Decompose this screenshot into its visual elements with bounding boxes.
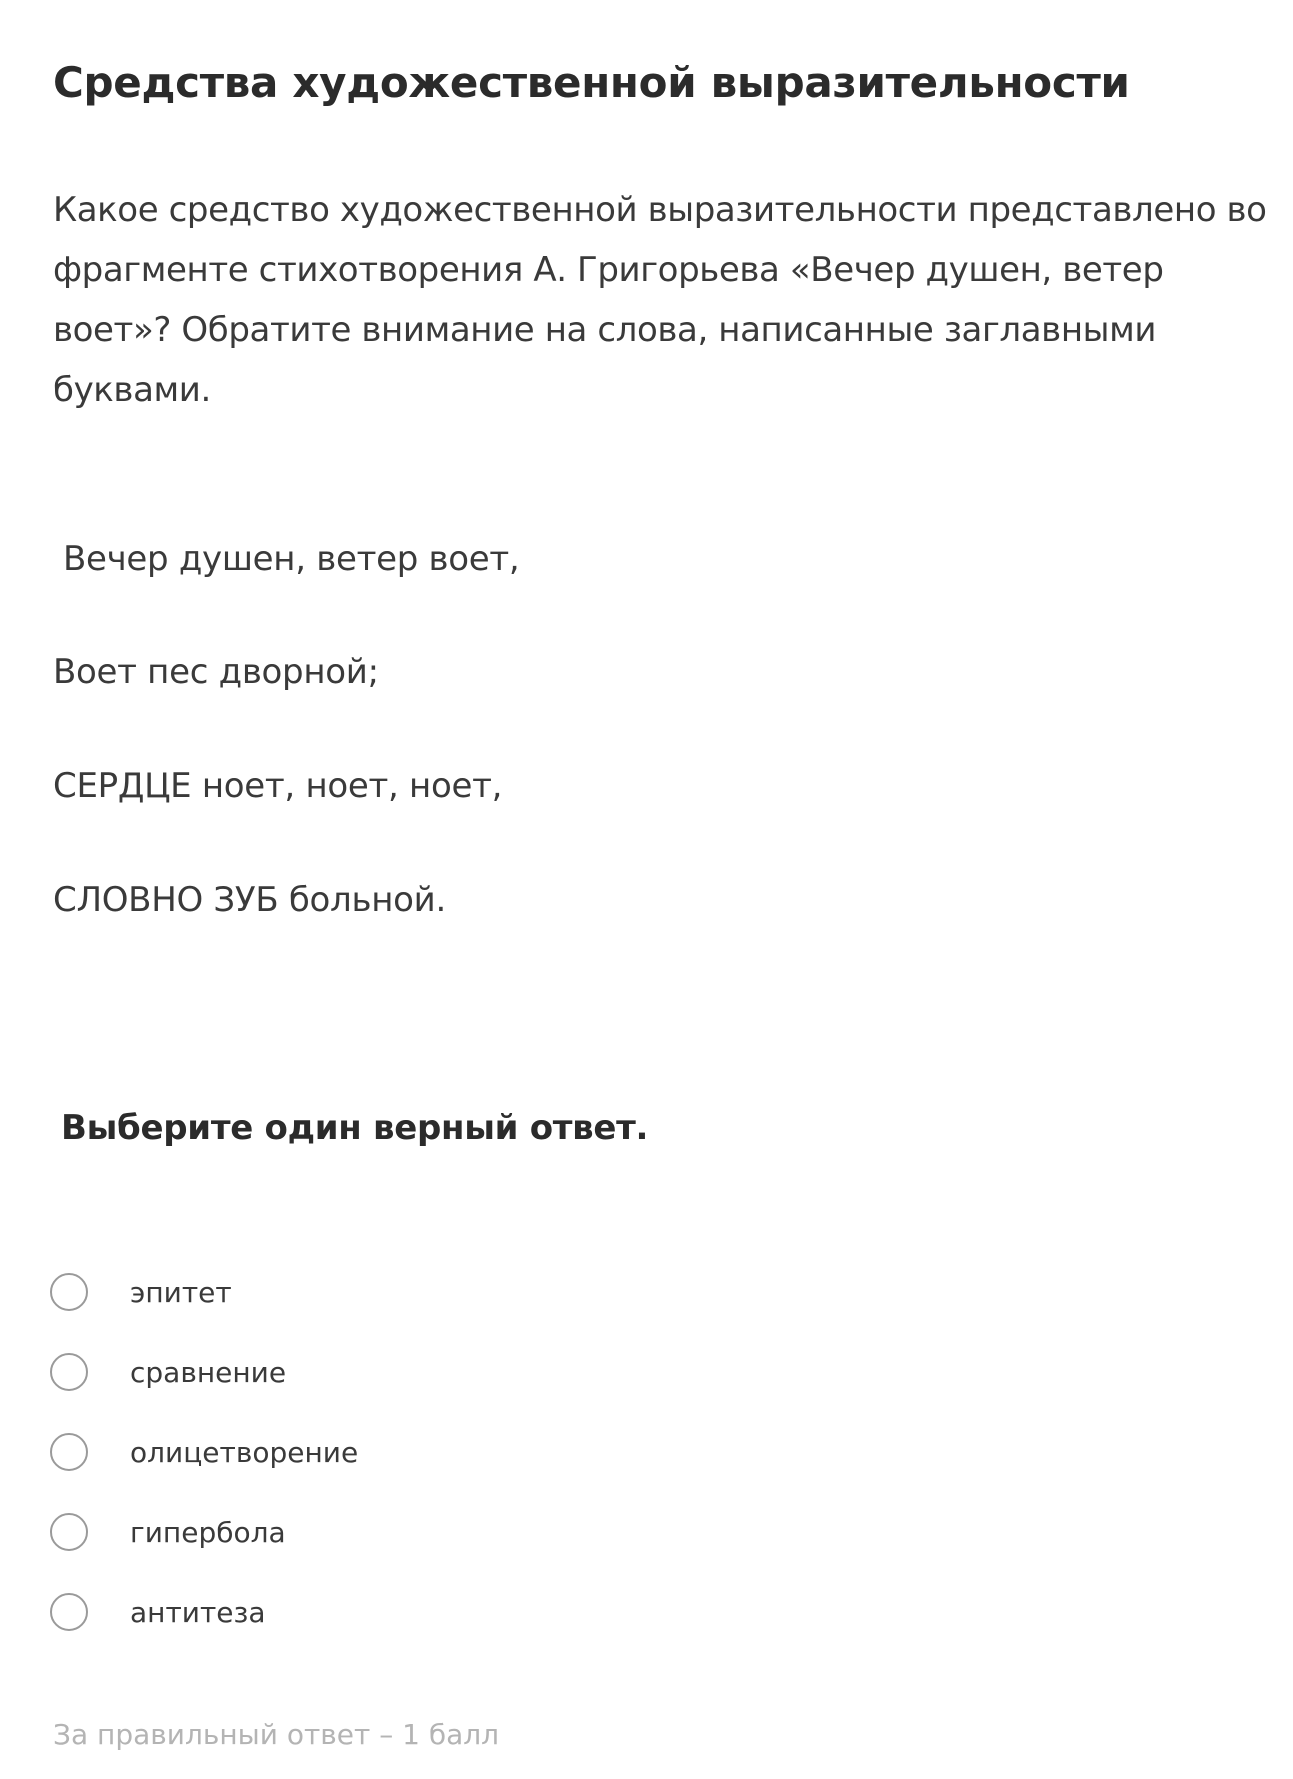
poem-line: СЛОВНО ЗУБ больной. xyxy=(53,880,446,920)
answer-instruction: Выберите один верный ответ. xyxy=(61,1108,649,1148)
poem-line: Воет пес дворной; xyxy=(53,652,379,692)
answer-option-comparison[interactable] xyxy=(50,1332,358,1412)
answer-option-personification[interactable] xyxy=(50,1412,358,1492)
radio-button[interactable] xyxy=(50,1433,88,1471)
answer-options xyxy=(50,1252,358,1652)
radio-button[interactable] xyxy=(50,1593,88,1631)
answer-option-antithesis[interactable] xyxy=(50,1572,358,1652)
option-label: эпитет xyxy=(130,1275,232,1309)
answer-option-epithet[interactable] xyxy=(50,1252,358,1332)
option-label: антитеза xyxy=(130,1595,266,1629)
radio-button[interactable] xyxy=(50,1513,88,1551)
question-text: Какое средство художественной выразительности представлено во фрагменте стихотворения А. Григорьева «Вечер душен, ветер воет»? Обратите внимание на слова, написанные заглавными буквами. xyxy=(53,190,1267,410)
poem-line: Вечер душен, ветер воет, xyxy=(63,539,520,579)
task-title: Средства художественной выразительности xyxy=(53,58,1130,107)
radio-button[interactable] xyxy=(50,1273,88,1311)
answer-option-hyperbole[interactable] xyxy=(50,1492,358,1572)
radio-button[interactable] xyxy=(50,1353,88,1391)
option-label: гипербола xyxy=(130,1515,286,1549)
poem-line: СЕРДЦЕ ноет, ноет, ноет, xyxy=(53,766,503,806)
option-label: сравнение xyxy=(130,1355,287,1389)
option-label: олицетворение xyxy=(130,1435,359,1469)
score-note: За правильный ответ – 1 балл xyxy=(53,1718,500,1751)
